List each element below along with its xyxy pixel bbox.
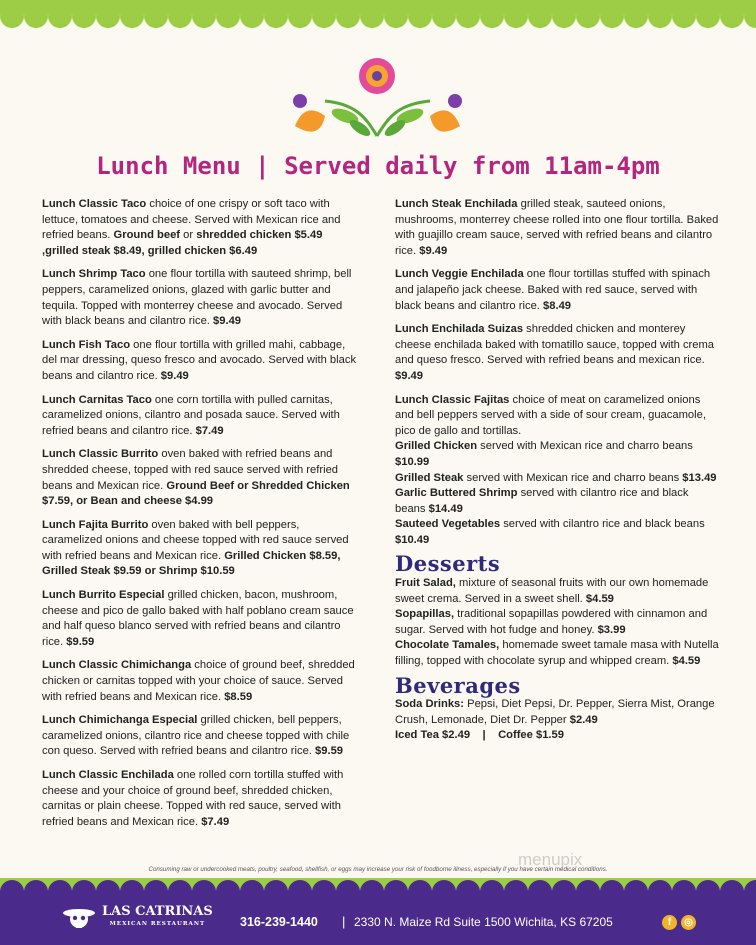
dessert-item [395, 638, 720, 669]
option-name: Grilled Chicken [395, 440, 478, 453]
social-links [662, 915, 696, 930]
menu-item [42, 658, 362, 705]
item-desc: choice of meat on caramelized onions and bell peppers served with a side of sour cream, guacamole, pico de gallo and tortillas. [395, 393, 706, 437]
skull-icon [62, 904, 96, 932]
right-column [395, 197, 720, 752]
item-desc: oven baked with refried beans and shredded cheese, topped with red sauce served with refried beans and Mexican rice. [42, 448, 339, 492]
option-price: $13.49 [682, 471, 717, 484]
fajita-option [395, 439, 720, 470]
item-desc: grilled steak, sauteed onions, mushrooms, monterrey cheese rolled into one flour tortilla. Baked with guajillo cream sauce, served with refried beans and cilantro rice. [395, 198, 719, 257]
dessert-item [395, 607, 720, 638]
dessert-item [395, 576, 720, 607]
item-price: $9.49 [213, 315, 242, 328]
scallop-top-border [0, 0, 756, 34]
item-price: $9.49 [395, 369, 423, 382]
fajita-option [395, 486, 720, 517]
menu-item [395, 267, 720, 314]
brand-title: LAS CATRINAS [102, 904, 213, 919]
item-desc: choice of one crispy or soft taco with lettuce, tomatoes and cheese. Served with Mexican rice and refried beans. [42, 198, 341, 242]
page-title: Lunch Menu | Served daily from 11am-4pm [96, 152, 660, 180]
address: 2330 N. Maize Rd Suite 1500 Wichita, KS 67205 [354, 915, 613, 929]
item-option: Ground beef [113, 229, 181, 242]
menu-item [42, 518, 362, 580]
menu-item [42, 713, 362, 760]
menu-item [42, 338, 362, 385]
item-price: $8.59 [224, 690, 253, 703]
item-price: $9.59 [315, 745, 344, 758]
item-name: Lunch Classic Chimichanga [42, 659, 192, 672]
item-desc: one corn tortilla with pulled carnitas, caramelized onions, cilantro and posada sauce. Served with refried beans and cilantro rice. [42, 393, 340, 437]
soda-price: $2.49 [569, 713, 598, 726]
dessert-price: $3.99 [597, 623, 626, 636]
dessert-name: Sopapillas, [395, 608, 455, 621]
item-name: Lunch Burrito Especial [42, 589, 165, 602]
item-desc: grilled chicken, bacon, mushroom, cheese and pico de gallo baked with half poblano cream sauce and half queso blanco served with refried beans and cilantro rice. [42, 589, 354, 648]
left-column [42, 197, 362, 838]
item-price: ,grilled steak $8.49, grilled chicken $6.49 [42, 244, 258, 257]
item-desc: one rolled corn tortilla stuffed with cheese and your choice of ground beef, shredded chicken, carnitas or plain cheese. Topped with red sauce, served with refried beans and Mexican rice. [42, 769, 344, 828]
item-price: $7.49 [195, 424, 224, 437]
footer-separator: | [342, 914, 346, 929]
item-desc: one flour tortilla with sauteed shrimp, bell peppers, caramelized onions, glazed with garlic butter and tequila. Topped with monterrey cheese and avocado. Served with black beans and cilantro rice. [42, 268, 352, 328]
dessert-desc: traditional sopapillas powdered with cinnamon and sugar. Served with hot fudge and honey. [395, 608, 708, 636]
item-desc: grilled chicken, bell peppers, caramelized onions, cilantro rice and cheese topped with chile con queso. Served with refried beans and cilantro rice. [42, 714, 350, 758]
item-name: Lunch Carnitas Taco [42, 393, 152, 406]
brand-logo [62, 904, 213, 932]
item-name: Lunch Fish Taco [42, 338, 131, 351]
item-price: $9.49 [160, 369, 189, 382]
watermark: menupix [518, 850, 583, 869]
brand-subtitle: MEXICAN RESTAURANT [109, 921, 206, 927]
disclaimer: Consuming raw or undercooked meats, poultry, seafood, shellfish, or eggs may increase your risk of foodborne illness, especially if you have certain medical conditions. [148, 866, 608, 873]
flower-decoration [285, 56, 470, 146]
item-name: Lunch Enchilada Suizas [395, 323, 524, 336]
item-name: Lunch Classic Burrito [42, 448, 159, 461]
item-name: Lunch Classic Fajitas [395, 393, 510, 406]
item-desc: one flour tortilla with grilled mahi, cabbage, del mar dressing, queso fresco and avocado. Served with black beans and cilantro rice. [42, 338, 357, 382]
item-name: Lunch Fajita Burrito [42, 518, 149, 531]
item-desc: shredded chicken and monterey cheese enchilada baked with tomatillo sauce, topped with crema and queso fresco. Served with refried beans and mexican rice. [395, 323, 715, 367]
item-name: Lunch Steak Enchilada [395, 198, 518, 210]
menu-item [395, 197, 720, 259]
phone-number[interactable]: 316-239-1440 [240, 915, 318, 929]
beverage-separator: | [482, 729, 486, 742]
item-price: $9.59 [66, 635, 95, 648]
beverages-heading: Beverages [395, 672, 521, 698]
fajitas-item [395, 393, 720, 549]
option-price: $10.99 [395, 455, 430, 468]
option-desc: served with cilantro rice and black beans [395, 487, 689, 515]
tea-label: Iced Tea $2.49 [395, 729, 471, 742]
dessert-name: Chocolate Tamales, [395, 639, 500, 652]
option-desc: served with cilantro rice and black beans [500, 518, 705, 531]
dessert-desc: mixture of seasonal fruits with our own homemade sweet crema. Served in a sweet shell. [395, 577, 709, 605]
fajita-option [395, 471, 720, 487]
menu-item [42, 768, 362, 830]
menu-item [395, 322, 720, 384]
option-desc: served with Mexican rice and charro beans [463, 471, 683, 484]
footer [0, 904, 756, 934]
dessert-price: $4.59 [585, 592, 614, 605]
option-price: $10.49 [395, 533, 430, 546]
facebook-icon[interactable]: f [662, 915, 677, 930]
item-price: Grilled Chicken $8.59, Grilled Steak $9.59 or Shrimp $10.59 [42, 549, 341, 578]
coffee-label: Coffee $1.59 [498, 729, 564, 742]
item-desc: oven baked with bell peppers, caramelized onions and cheese topped with red sauce served with refried beans and Mexican rice. [42, 518, 349, 562]
instagram-icon[interactable]: ◎ [681, 915, 696, 930]
soda-desc: Pepsi, Diet Pepsi, Dr. Pepper, Sierra Mist, Orange Crush, Lemonade, Diet Dr. Pepper [395, 698, 715, 726]
item-name: Lunch Chimichanga Especial [42, 714, 198, 727]
option-desc: served with Mexican rice and charro beans [477, 440, 693, 453]
menu-item [42, 267, 362, 329]
dessert-desc: homemade sweet tamale masa with Nutella filling, topped with chocolate syrup and whipped cream. [395, 639, 719, 668]
brand-name [102, 905, 213, 931]
menu-item [42, 197, 362, 259]
item-price: $7.49 [201, 815, 230, 828]
item-price: $8.49 [543, 299, 572, 312]
item-connector: or [180, 229, 197, 242]
dessert-price: $4.59 [672, 655, 701, 668]
item-option: shredded chicken $5.49 [196, 229, 323, 242]
menu-item [42, 447, 362, 509]
item-price: Ground Beef or Shredded Chicken $7.59, or Bean and cheese $4.99 [42, 479, 350, 508]
item-price: $9.49 [419, 244, 448, 257]
fajita-option [395, 517, 720, 548]
soda-label: Soda Drinks: [395, 698, 465, 711]
soda-item [395, 697, 720, 744]
desserts-heading: Desserts [395, 551, 501, 577]
item-name: Lunch Veggie Enchilada [395, 268, 524, 281]
item-name: Lunch Classic Enchilada [42, 769, 174, 781]
option-price: $14.49 [428, 502, 463, 515]
option-name: Garlic Buttered Shrimp [395, 487, 518, 500]
dessert-name: Fruit Salad, [395, 577, 456, 590]
menu-item [42, 588, 362, 650]
menu-item [42, 393, 362, 440]
option-name: Grilled Steak [395, 471, 464, 484]
item-name: Lunch Shrimp Taco [42, 268, 146, 281]
item-name: Lunch Classic Taco [42, 198, 147, 210]
item-desc: one flour tortillas stuffed with spinach and jalapeño jack cheese. Baked with red sauce, served with black beans and cilantro rice. [395, 268, 711, 312]
option-name: Sauteed Vegetables [395, 518, 501, 531]
item-desc: choice of ground beef, shredded chicken or carnitas topped with your choice of sauce. Served with refried beans and Mexican rice. [42, 659, 355, 703]
